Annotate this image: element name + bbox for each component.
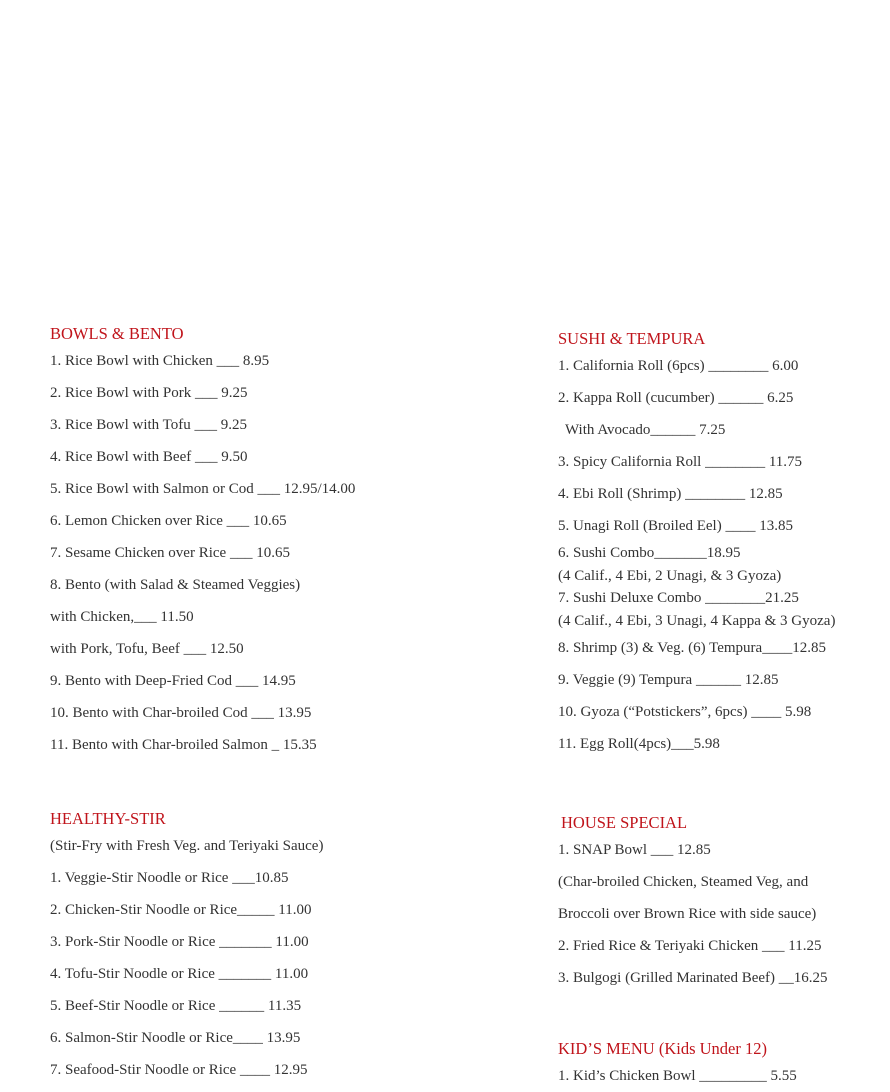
menu-item: 7. Seafood-Stir Noodle or Rice ____ 12.95	[50, 1062, 308, 1078]
menu-item-variant: with Pork, Tofu, Beef ___ 12.50	[50, 641, 244, 657]
menu-item: 3. Rice Bowl with Tofu ___ 9.25	[50, 417, 247, 433]
bowls-bento-list	[50, 345, 490, 761]
menu-item: 3. Bulgogi (Grilled Marinated Beef) __16.25	[558, 970, 828, 987]
menu-item: 11. Egg Roll(4pcs)___5.98	[558, 736, 720, 753]
menu-item: 2. Fried Rice & Teriyaki Chicken ___ 11.25	[558, 938, 822, 955]
menu-item: 6. Salmon-Stir Noodle or Rice____ 13.95	[50, 1030, 301, 1046]
section-title-house-special: HOUSE SPECIAL	[561, 813, 688, 833]
section-title-kids-menu: KID’S MENU (Kids Under 12)	[558, 1039, 767, 1059]
kids-menu-list	[558, 1060, 888, 1092]
spacer	[558, 760, 888, 812]
section-note: (Stir-Fry with Fresh Veg. and Teriyaki Sauce)	[50, 838, 324, 854]
section-title-bowls-bento: BOWLS & BENTO	[50, 324, 184, 343]
menu-item: 8. Bento (with Salad & Steamed Veggies)	[50, 577, 301, 593]
menu-item: 5. Rice Bowl with Salmon or Cod ___ 12.95/14.00	[50, 481, 356, 497]
menu-item-description: (4 Calif., 4 Ebi, 2 Unagi, & 3 Gyoza)	[558, 567, 782, 584]
menu-item: 2. Kappa Roll (cucumber) ______ 6.25	[558, 390, 794, 406]
section-title-healthy-stir: HEALTHY-STIR	[50, 809, 166, 828]
right-column	[558, 328, 888, 1092]
menu-item: 10. Bento with Char-broiled Cod ___ 13.95	[50, 705, 312, 721]
menu-item: 1. Veggie-Stir Noodle or Rice ___10.85	[50, 870, 289, 886]
menu-item-description: (4 Calif., 4 Ebi, 3 Unagi, 4 Kappa & 3 Gyoza)	[558, 612, 836, 629]
menu-item: 6. Lemon Chicken over Rice ___ 10.65	[50, 513, 287, 529]
menu-item: 1. Kid’s Chicken Bowl _________ 5.55	[558, 1068, 797, 1085]
menu-item: 5. Beef-Stir Noodle or Rice ______ 11.35	[50, 998, 302, 1014]
spacer	[558, 994, 888, 1038]
menu-item-description: (Char-broiled Chicken, Steamed Veg, and	[558, 874, 809, 891]
left-column	[50, 323, 490, 1086]
menu-item: 3. Spicy California Roll ________ 11.75	[558, 454, 803, 470]
menu-item: 9. Bento with Deep-Fried Cod ___ 14.95	[50, 673, 296, 689]
menu-item: 7. Sesame Chicken over Rice ___ 10.65	[50, 545, 290, 561]
menu-item: 5. Unagi Roll (Broiled Eel) ____ 13.85	[558, 518, 793, 534]
sushi-tempura-list	[558, 350, 888, 760]
menu-item-variant: With Avocado______ 7.25	[565, 422, 726, 438]
menu-item: 10. Gyoza (“Potstickers”, 6pcs) ____ 5.98	[558, 704, 812, 721]
house-special-list	[558, 834, 888, 994]
menu-item: 4. Tofu-Stir Noodle or Rice _______ 11.00	[50, 966, 309, 982]
spacer	[50, 761, 490, 808]
menu-item: 11. Bento with Char-broiled Salmon _ 15.35	[50, 737, 317, 753]
menu-item-variant: with Chicken,___ 11.50	[50, 609, 194, 625]
menu-item: 6. Sushi Combo_______18.95	[558, 545, 741, 561]
menu-item-description: Broccoli over Brown Rice with side sauce)	[558, 906, 817, 923]
menu-item: 7. Sushi Deluxe Combo ________21.25	[558, 590, 799, 607]
menu-item: 9. Veggie (9) Tempura ______ 12.85	[558, 672, 779, 689]
menu-item: 8. Shrimp (3) & Veg. (6) Tempura____12.85	[558, 640, 826, 657]
menu-item: 4. Ebi Roll (Shrimp) ________ 12.85	[558, 486, 783, 502]
menu-item: 3. Pork-Stir Noodle or Rice _______ 11.00	[50, 934, 309, 950]
healthy-stir-list	[50, 830, 490, 1086]
menu-item: 1. SNAP Bowl ___ 12.85	[558, 842, 711, 859]
menu-item: 2. Rice Bowl with Pork ___ 9.25	[50, 385, 248, 401]
section-title-sushi-tempura: SUSHI & TEMPURA	[558, 329, 706, 348]
menu-item: 4. Rice Bowl with Beef ___ 9.50	[50, 449, 248, 465]
menu-item: 1. Rice Bowl with Chicken ___ 8.95	[50, 353, 270, 369]
menu-item: 2. Chicken-Stir Noodle or Rice_____ 11.00	[50, 902, 312, 918]
menu-item: 1. California Roll (6pcs) ________ 6.00	[558, 358, 799, 374]
